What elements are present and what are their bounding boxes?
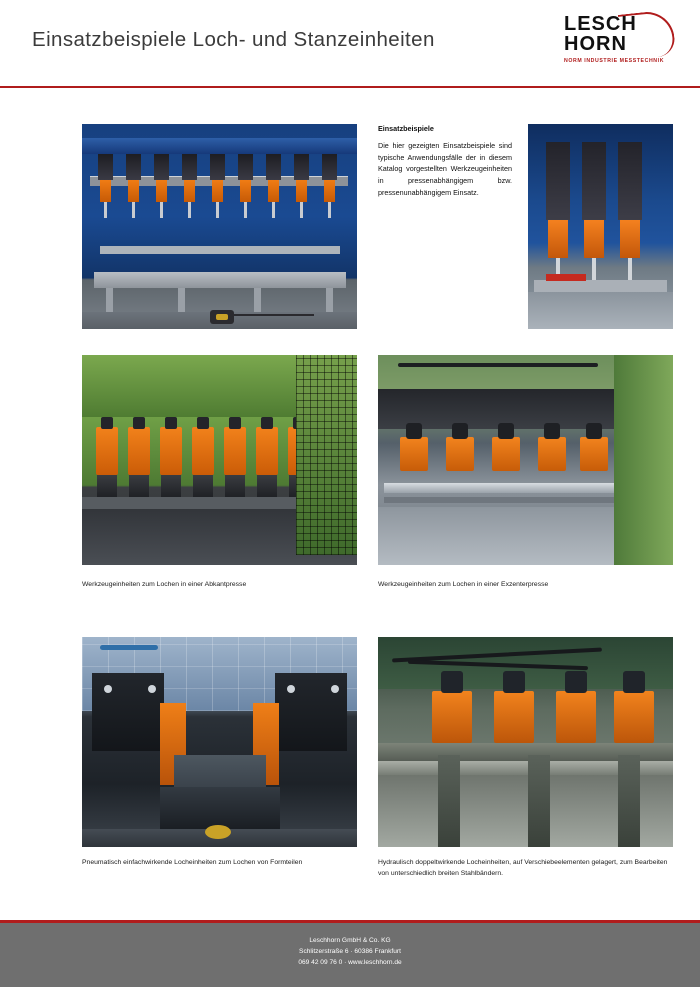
company-logo xyxy=(562,12,674,74)
figure-caption-hydraulic: Hydraulisch doppeltwirkende Locheinheiten, auf Verschiebeelementen gelagert, zum Bearbeiten von unterschiedlich breiten Stahlbändern. xyxy=(378,859,668,877)
figure-punch-units-press-brake xyxy=(82,355,357,565)
figure-pneumatic-punch-units xyxy=(82,637,357,847)
intro-body: Die hier gezeigten Einsatzbeispiele sind typische Anwendungsfälle der in diesem Katalog vorgestellten Werkzeugeinheiten in pressenabhängigem bzw. pressenunabhängigem Einsatz. xyxy=(378,141,512,197)
figure-caption-pneumatic: Pneumatisch einfachwirkende Locheinheiten zum Lochen von Formteilen xyxy=(82,859,303,866)
logo-line-2: HORN xyxy=(564,33,627,55)
figure-punch-units-eccentric-press xyxy=(378,355,673,565)
logo-line-1: LESCH xyxy=(564,13,637,35)
footer-contact: 069 42 09 76 0 · www.leschhorn.de xyxy=(298,958,402,966)
header-divider xyxy=(0,86,700,88)
figure-caption-press-brake: Werkzeugeinheiten zum Lochen in einer Abkantpresse xyxy=(82,581,247,588)
footer-divider xyxy=(0,920,700,923)
page-header xyxy=(0,0,700,88)
intro-text-block xyxy=(378,124,512,198)
footer-address xyxy=(0,936,700,969)
logo-subline: NORM INDUSTRIE MESSTECHNIK xyxy=(564,58,665,64)
figure-press-with-punch-unit-row xyxy=(82,124,357,329)
page-title: Einsatzbeispiele Loch- und Stanzeinheiten xyxy=(32,28,435,51)
footer-company: Leschhorn GmbH & Co. KG xyxy=(309,937,391,944)
footer-street: Schlitzerstraße 6 · 60386 Frankfurt xyxy=(299,947,401,955)
figure-hydraulic-punch-units xyxy=(378,637,673,847)
figure-press-detail-vertical xyxy=(528,124,673,329)
intro-title: Einsatzbeispiele xyxy=(378,124,434,133)
figure-caption-eccentric-press: Werkzeugeinheiten zum Lochen in einer Exzenterpresse xyxy=(378,581,549,588)
